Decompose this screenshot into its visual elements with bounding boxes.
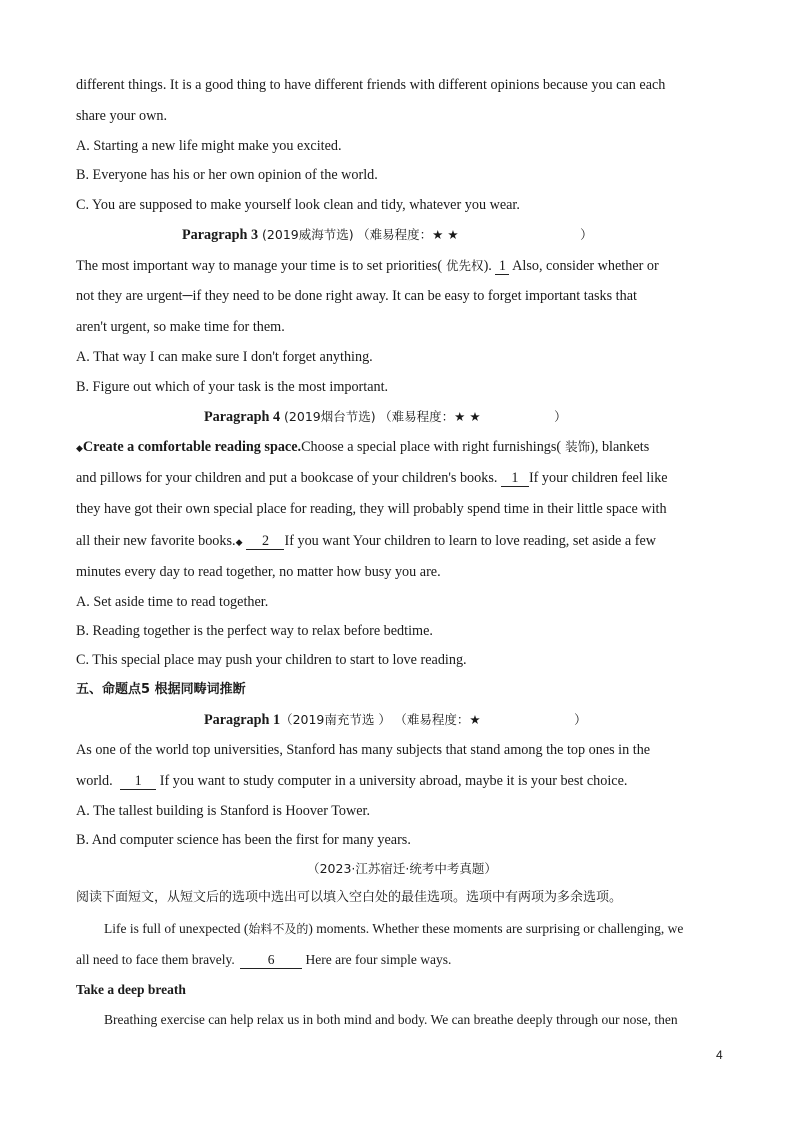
difficulty-close: ） [554,409,567,424]
paragraph-4-title [76,402,728,431]
text: Choose a special place with right furnishings( [301,439,562,455]
text-line: As one of the world top universities, Stanford has many subjects that stand among the top ones in the [76,742,651,758]
paragraph-label: Paragraph 1 [204,712,281,728]
option-b: B. And computer science has been the first for many years. [76,832,411,848]
subheading: Take a deep breath [76,982,186,997]
text-line [76,913,728,944]
exam-source: （2023·江苏宿迁·统考中考真题） [307,861,497,876]
text: If you want to study computer in a university abroad, maybe it is your best choice. [156,773,628,789]
blank-1: 1 [495,258,509,275]
text: world. [76,773,117,789]
text: all need to face them bravely. [76,952,239,967]
difficulty-close: ） [574,712,587,727]
blank-1: 1 [501,470,529,487]
chinese-gloss: 优先权 [446,258,484,273]
text-line: not they are urgent─if they need to be done right away. It can be easy to forget important tasks that [76,288,637,304]
difficulty: （难易程度：★ [394,712,481,727]
text: and pillows for your children and put a bookcase of your children's books. [76,470,501,486]
text-line: share your own. [76,108,168,124]
difficulty: （难易程度：★ ★ [357,227,459,242]
option-b: B. Everyone has his or her own opinion of the world. [76,167,378,183]
text-line [76,525,728,557]
option-c: C. This special place may push your children to start to love reading. [76,652,467,668]
option-a: A. Starting a new life might make you excited. [76,138,342,154]
text: The most important way to manage your time is to set priorities( [76,258,443,274]
paragraph-label: Paragraph 3 [182,227,259,243]
chinese-gloss: 始料不及的 [248,922,309,936]
text: ). [483,258,496,274]
blank-6: 6 [240,952,302,969]
option-c: C. You are supposed to make yourself look clean and tidy, whatever you wear. [76,197,520,213]
option-b: B. Reading together is the perfect way to relax before bedtime. [76,623,433,639]
section-heading: 五、命题点5 根据同畴词推断 [76,682,246,697]
paragraph-label: Paragraph 4 [204,409,281,425]
text-line: minutes every day to read together, no matter how busy you are. [76,564,441,580]
instruction: 阅读下面短文，从短文后的选项中选出可以填入空白处的最佳选项。选项中有两项为多余选项。 [76,890,623,905]
blank-2: 2 [246,533,284,550]
text-line: different things. It is a good thing to have different friends with different opinions because you can each [76,77,666,93]
option-a: A. Set aside time to read together. [76,594,269,610]
text-line [76,463,728,494]
text: all their new favorite books. [76,533,236,549]
text: Also, consider whether or [509,258,659,274]
paragraph-1-title [76,705,728,735]
document-page [76,70,728,1035]
bold-phrase: Create a comfortable reading space. [82,439,302,455]
source: (2019烟台节选) [280,409,376,424]
text: Here are four simple ways. [302,952,452,967]
diamond-bullet-icon: ◆ [76,443,83,453]
text-line [76,766,728,797]
source: （2019南充节选 ） [280,712,391,727]
diamond-bullet-icon: ◆ [235,537,243,547]
text-line: aren't urgent, so make time for them. [76,319,285,335]
text: Life is full of unexpected ( [104,921,249,936]
paragraph-3-title [76,220,728,250]
source: (2019威海节选) [258,227,354,242]
text-line: Breathing exercise can help relax us in both mind and body. We can breathe deeply through our nose, then [104,1012,678,1027]
option-a: A. That way I can make sure I don't forget anything. [76,349,373,365]
text: If you want Your children to learn to love reading, set aside a few [284,533,657,549]
text-line [76,431,728,463]
text: ) moments. Whether these moments are surprising or challenging, we [308,921,684,936]
text-line [76,944,728,975]
text-line [76,250,728,281]
text: ), blankets [590,439,650,455]
option-a: A. The tallest building is Stanford is Hoover Tower. [76,803,371,819]
option-b: B. Figure out which of your task is the most important. [76,379,389,395]
difficulty-close: ） [580,227,593,242]
blank-1: 1 [120,773,156,790]
chinese-gloss: 装饰 [565,439,591,454]
difficulty: （难易程度：★ ★ [379,409,481,424]
text: If your children feel like [528,470,668,486]
page-number: 4 [716,1048,723,1062]
text-line: they have got their own special place for reading, they will probably spend time in their little space with [76,501,667,517]
